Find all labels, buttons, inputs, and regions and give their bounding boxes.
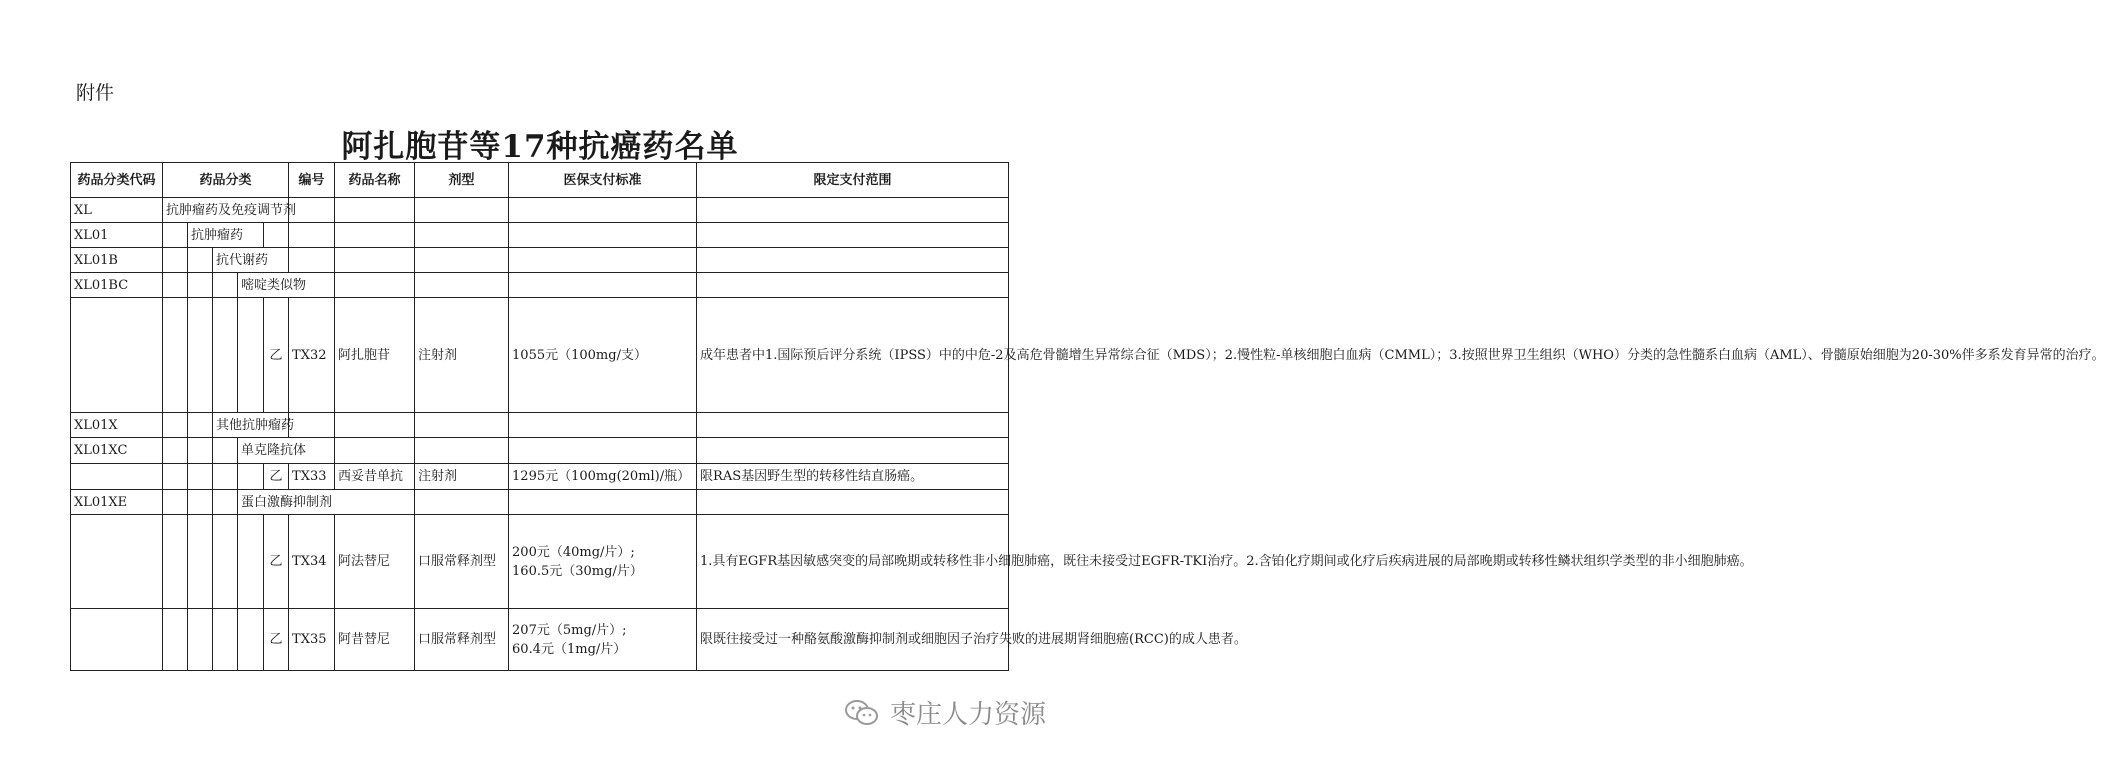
table-row [71, 515, 1009, 609]
row-code: XL01XC [71, 438, 163, 464]
standard-line-1: 200元（40mg/片）; [512, 544, 635, 560]
row-form: 注射剂 [415, 464, 509, 490]
table-row [71, 273, 1009, 298]
row-category: 其他抗肿瘤药 [213, 413, 289, 438]
standard-line-2: 160.5元（30mg/片） [512, 563, 643, 579]
header-name: 药品名称 [335, 163, 415, 198]
drug-list-table [70, 162, 2105, 671]
header-code: 药品分类代码 [71, 163, 163, 198]
watermark [844, 694, 1046, 731]
row-scope: 成年患者中1.国际预后评分系统（IPSS）中的中危-2及高危骨髓增生异常综合征（MDS）；2.慢性粒-单核细胞白血病（CMML）；3.按照世界卫生组织（WHO）分类的急性髓系白血病（AML）、骨髓原始细胞为20-30%伴多系发育异常的治疗。 [697, 298, 1009, 413]
row-name: 阿昔替尼 [335, 609, 415, 671]
watermark-text: 枣庄人力资源 [889, 700, 1046, 730]
row-category: 抗肿瘤药及免疫调节剂 [163, 198, 289, 223]
row-category: 嘧啶类似物 [238, 273, 335, 298]
row-class: 乙 [264, 515, 289, 609]
row-name: 阿扎胞苷 [335, 298, 415, 413]
row-class: 乙 [264, 298, 289, 413]
standard-line-1: 207元（5mg/片）; [512, 622, 627, 638]
row-category: 蛋白激酶抑制剂 [238, 490, 415, 515]
table-row [71, 198, 1009, 223]
row-code: XL [71, 198, 163, 223]
table-header-row [71, 163, 1009, 198]
row-number: TX33 [289, 464, 335, 490]
row-class: 乙 [264, 464, 289, 490]
table-row [71, 248, 1009, 273]
row-code: XL01BC [71, 273, 163, 298]
row-category: 抗代谢药 [213, 248, 289, 273]
row-standard: 1055元（100mg/支） [509, 298, 697, 413]
row-code: XL01X [71, 413, 163, 438]
table-row [71, 609, 1009, 671]
row-category: 单克隆抗体 [238, 438, 335, 464]
row-scope: 1.具有EGFR基因敏感突变的局部晚期或转移性非小细胞肺癌，既往未接受过EGFR-TKI治疗。2.含铂化疗期间或化疗后疾病进展的局部晚期或转移性鳞状组织学类型的非小细胞肺癌。 [697, 515, 1009, 609]
table-row [71, 490, 1009, 515]
table-row [71, 464, 1009, 490]
row-form: 口服常释剂型 [415, 515, 509, 609]
row-standard [509, 609, 697, 671]
row-number: TX35 [289, 609, 335, 671]
header-number: 编号 [289, 163, 335, 198]
table-row [71, 413, 1009, 438]
header-standard: 医保支付标准 [509, 163, 697, 198]
row-form: 注射剂 [415, 298, 509, 413]
attachment-label: 附件 [76, 82, 115, 104]
row-scope: 限RAS基因野生型的转移性结直肠癌。 [697, 464, 1009, 490]
row-number: TX32 [289, 298, 335, 413]
row-code: XL01XE [71, 490, 163, 515]
row-name: 西妥昔单抗 [335, 464, 415, 490]
wechat-icon [844, 698, 880, 728]
row-code: XL01 [71, 223, 163, 248]
row-number: TX34 [289, 515, 335, 609]
row-form: 口服常释剂型 [415, 609, 509, 671]
row-category: 抗肿瘤药 [188, 223, 264, 248]
header-category: 药品分类 [163, 163, 289, 198]
header-form: 剂型 [415, 163, 509, 198]
row-standard: 1295元（100mg(20ml)/瓶） [509, 464, 697, 490]
header-scope: 限定支付范围 [697, 163, 1009, 198]
page-title: 阿扎胞苷等17种抗癌药名单 [341, 129, 739, 165]
row-standard [509, 515, 697, 609]
row-class: 乙 [264, 609, 289, 671]
table-row [71, 223, 1009, 248]
row-name: 阿法替尼 [335, 515, 415, 609]
table-row [71, 438, 1009, 464]
standard-line-2: 60.4元（1mg/片） [512, 641, 627, 657]
row-code: XL01B [71, 248, 163, 273]
row-scope: 限既往接受过一种酪氨酸激酶抑制剂或细胞因子治疗失败的进展期肾细胞癌(RCC)的成人患者。 [697, 609, 1009, 671]
table-row [71, 298, 1009, 413]
